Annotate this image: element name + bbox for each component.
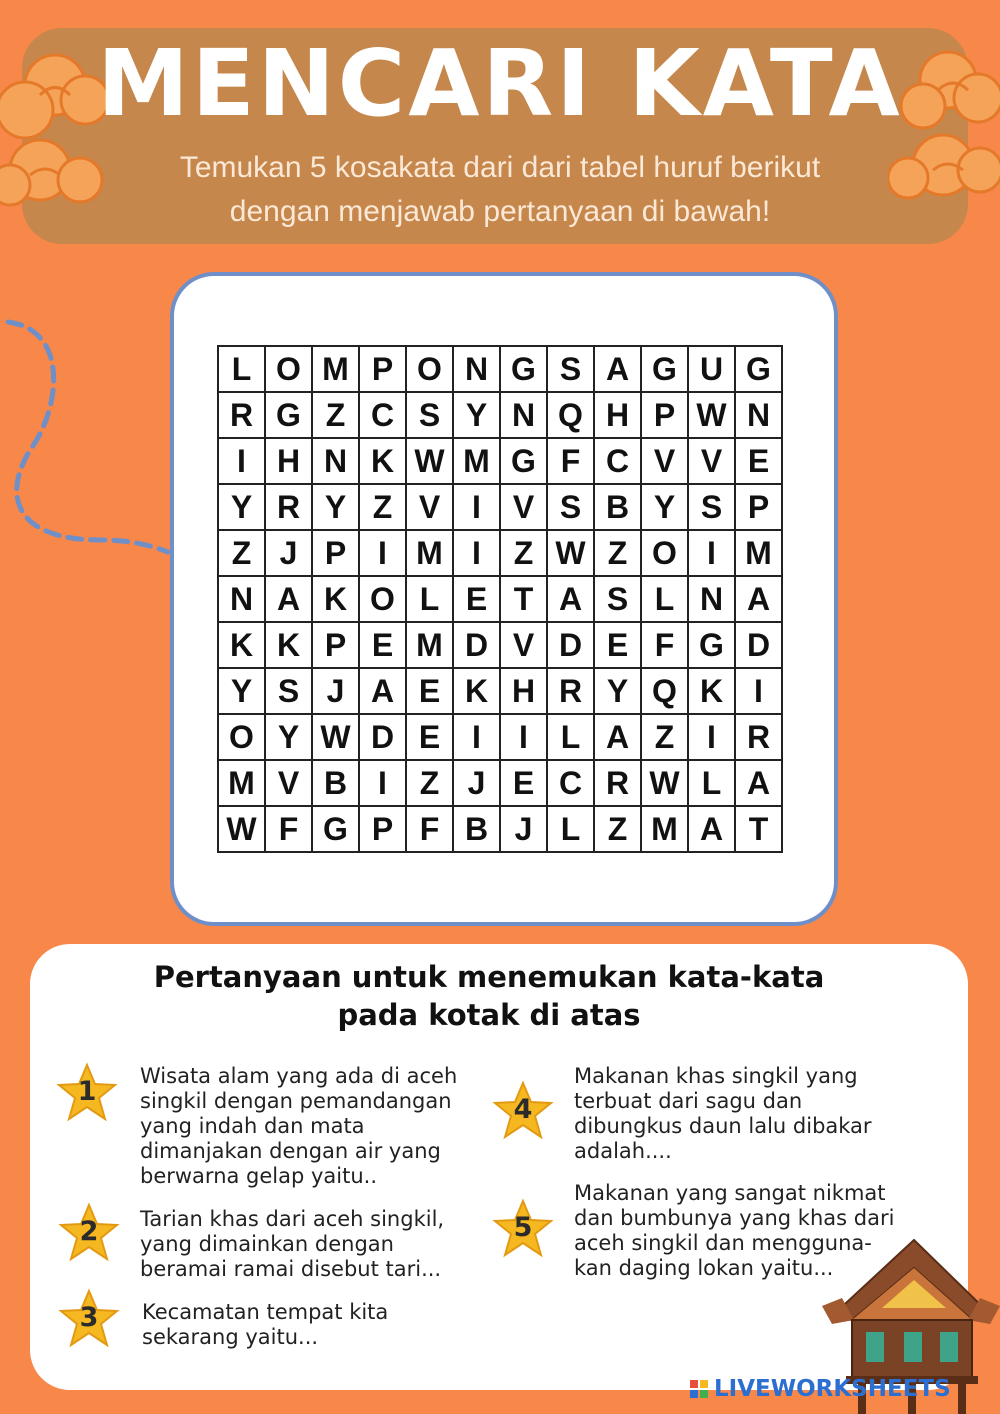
grid-cell: O xyxy=(407,347,454,393)
grid-cell: R xyxy=(736,715,783,761)
grid-cell: M xyxy=(642,807,689,853)
question-line: aceh singkil dan mengguna- xyxy=(574,1231,872,1255)
grid-cell: Z xyxy=(595,531,642,577)
grid-cell: J xyxy=(313,669,360,715)
grid-cell: W xyxy=(642,761,689,807)
grid-cell: G xyxy=(501,439,548,485)
logo-icon xyxy=(690,1380,708,1398)
grid-cell: R xyxy=(266,485,313,531)
grid-cell: E xyxy=(360,623,407,669)
grid-cell: Y xyxy=(454,393,501,439)
grid-cell: L xyxy=(548,715,595,761)
question-line: Makanan yang sangat nikmat xyxy=(574,1181,886,1205)
grid-cell: S xyxy=(407,393,454,439)
grid-cell: W xyxy=(689,393,736,439)
grid-cell: A xyxy=(548,577,595,623)
grid-cell: M xyxy=(219,761,266,807)
grid-cell: D xyxy=(454,623,501,669)
question-line: beramai ramai disebut tari... xyxy=(140,1257,442,1281)
grid-cell: N xyxy=(736,393,783,439)
grid-cell: R xyxy=(219,393,266,439)
question-text xyxy=(142,1300,388,1350)
grid-cell: N xyxy=(454,347,501,393)
question-number-star xyxy=(58,1288,120,1350)
grid-cell: S xyxy=(548,347,595,393)
question-line: dan bumbunya yang khas dari xyxy=(574,1206,895,1230)
grid-cell: W xyxy=(313,715,360,761)
grid-cell: P xyxy=(736,485,783,531)
grid-cell: A xyxy=(266,577,313,623)
grid-cell: G xyxy=(642,347,689,393)
grid-cell: A xyxy=(736,577,783,623)
grid-cell: S xyxy=(689,485,736,531)
question-line: singkil dengan pemandangan xyxy=(140,1089,452,1113)
page-title: MENCARI KATA xyxy=(97,30,903,137)
question-line: Wisata alam yang ada di aceh xyxy=(140,1064,458,1088)
grid-cell: A xyxy=(595,347,642,393)
grid-cell: E xyxy=(501,761,548,807)
grid-cell: Y xyxy=(266,715,313,761)
grid-cell: W xyxy=(407,439,454,485)
word-search-grid xyxy=(217,345,783,853)
question-number: 4 xyxy=(513,1094,533,1125)
grid-cell: N xyxy=(219,577,266,623)
grid-cell: R xyxy=(595,761,642,807)
grid-cell: M xyxy=(313,347,360,393)
grid-cell: Y xyxy=(313,485,360,531)
grid-cell: V xyxy=(642,439,689,485)
grid-cell: Z xyxy=(501,531,548,577)
grid-cell: Z xyxy=(642,715,689,761)
grid-cell: K xyxy=(454,669,501,715)
grid-cell: V xyxy=(501,485,548,531)
grid-cell: A xyxy=(736,761,783,807)
grid-cell: P xyxy=(313,531,360,577)
grid-cell: C xyxy=(548,761,595,807)
grid-cell: Z xyxy=(313,393,360,439)
question-number-star xyxy=(56,1062,118,1124)
grid-cell: S xyxy=(595,577,642,623)
grid-cell: U xyxy=(689,347,736,393)
grid-cell: C xyxy=(595,439,642,485)
grid-cell: R xyxy=(548,669,595,715)
subtitle-line: Temukan 5 kosakata dari dari tabel huruf berikut xyxy=(179,151,821,184)
grid-cell: Z xyxy=(407,761,454,807)
liveworksheets-logo xyxy=(690,1374,951,1404)
grid-cell: F xyxy=(548,439,595,485)
grid-cell: F xyxy=(407,807,454,853)
grid-cell: S xyxy=(266,669,313,715)
grid-cell: B xyxy=(595,485,642,531)
grid-cell: I xyxy=(360,531,407,577)
grid-cell: S xyxy=(548,485,595,531)
grid-cell: D xyxy=(360,715,407,761)
grid-cell: V xyxy=(689,439,736,485)
grid-cell: E xyxy=(595,623,642,669)
grid-cell: G xyxy=(266,393,313,439)
grid-cell: J xyxy=(454,761,501,807)
grid-cell: H xyxy=(266,439,313,485)
grid-cell: I xyxy=(689,531,736,577)
grid-cell: K xyxy=(266,623,313,669)
question-text xyxy=(574,1064,872,1164)
grid-cell: P xyxy=(360,347,407,393)
question-line: Tarian khas dari aceh singkil, xyxy=(140,1207,445,1231)
grid-cell: L xyxy=(407,577,454,623)
grid-cell: K xyxy=(689,669,736,715)
question-text xyxy=(140,1207,444,1282)
grid-cell: V xyxy=(407,485,454,531)
question-number: 1 xyxy=(77,1076,97,1107)
question-line: dibungkus daun lalu dibakar xyxy=(574,1114,872,1138)
question-line: adalah.... xyxy=(574,1139,672,1163)
grid-cell: L xyxy=(642,577,689,623)
grid-cell: F xyxy=(266,807,313,853)
grid-cell: Q xyxy=(548,393,595,439)
grid-cell: T xyxy=(736,807,783,853)
question-number-star xyxy=(492,1080,554,1142)
questions-heading-line: pada kotak di atas xyxy=(337,998,641,1032)
grid-cell: C xyxy=(360,393,407,439)
grid-cell: O xyxy=(360,577,407,623)
grid-cell: L xyxy=(219,347,266,393)
subtitle-line: dengan menjawab pertanyaan di bawah! xyxy=(229,195,771,228)
grid-cell: N xyxy=(501,393,548,439)
grid-cell: A xyxy=(595,715,642,761)
grid-cell: I xyxy=(501,715,548,761)
question-line: yang dimainkan dengan xyxy=(140,1232,394,1256)
question-text xyxy=(140,1064,457,1189)
question-line: Kecamatan tempat kita xyxy=(142,1300,389,1324)
grid-cell: K xyxy=(219,623,266,669)
grid-cell: Q xyxy=(642,669,689,715)
grid-cell: K xyxy=(360,439,407,485)
grid-cell: O xyxy=(642,531,689,577)
grid-cell: W xyxy=(219,807,266,853)
page-subtitle xyxy=(100,146,900,234)
grid-cell: G xyxy=(736,347,783,393)
grid-cell: E xyxy=(454,577,501,623)
question-number: 2 xyxy=(79,1216,99,1247)
question-line: dimanjakan dengan air yang xyxy=(140,1139,441,1163)
grid-cell: I xyxy=(219,439,266,485)
grid-cell: G xyxy=(501,347,548,393)
grid-cell: P xyxy=(360,807,407,853)
grid-cell: H xyxy=(595,393,642,439)
grid-cell: M xyxy=(407,623,454,669)
grid-cell: Z xyxy=(360,485,407,531)
grid-cell: Z xyxy=(219,531,266,577)
grid-cell: G xyxy=(313,807,360,853)
grid-cell: B xyxy=(313,761,360,807)
grid-cell: D xyxy=(736,623,783,669)
dashed-path-decoration xyxy=(0,300,180,570)
grid-cell: B xyxy=(454,807,501,853)
question-line: kan daging lokan yaitu... xyxy=(574,1256,834,1280)
grid-cell: A xyxy=(689,807,736,853)
question-number: 5 xyxy=(513,1212,533,1243)
question-line: yang indah dan mata xyxy=(140,1114,365,1138)
questions-heading xyxy=(30,958,948,1034)
grid-cell: L xyxy=(689,761,736,807)
grid-cell: E xyxy=(736,439,783,485)
grid-cell: N xyxy=(313,439,360,485)
grid-cell: Y xyxy=(595,669,642,715)
grid-cell: F xyxy=(642,623,689,669)
grid-cell: I xyxy=(689,715,736,761)
grid-cell: W xyxy=(548,531,595,577)
grid-cell: M xyxy=(407,531,454,577)
grid-cell: E xyxy=(407,669,454,715)
grid-cell: Y xyxy=(219,669,266,715)
question-line: sekarang yaitu... xyxy=(142,1325,319,1349)
grid-cell: O xyxy=(266,347,313,393)
grid-cell: T xyxy=(501,577,548,623)
grid-cell: I xyxy=(736,669,783,715)
grid-cell: K xyxy=(313,577,360,623)
question-number-star xyxy=(492,1198,554,1260)
logo-text: LIVEWORKSHEETS xyxy=(714,1376,951,1402)
grid-cell: O xyxy=(219,715,266,761)
grid-cell: Y xyxy=(642,485,689,531)
grid-cell: P xyxy=(313,623,360,669)
grid-cell: V xyxy=(501,623,548,669)
grid-cell: Z xyxy=(595,807,642,853)
grid-cell: P xyxy=(642,393,689,439)
grid-cell: I xyxy=(454,485,501,531)
question-number: 3 xyxy=(79,1302,99,1333)
questions-heading-line: Pertanyaan untuk menemukan kata-kata xyxy=(153,960,825,994)
question-line: terbuat dari sagu dan xyxy=(574,1089,803,1113)
grid-cell: M xyxy=(454,439,501,485)
grid-cell: L xyxy=(548,807,595,853)
grid-cell: N xyxy=(689,577,736,623)
grid-cell: H xyxy=(501,669,548,715)
grid-cell: I xyxy=(454,715,501,761)
grid-cell: Y xyxy=(219,485,266,531)
grid-cell: J xyxy=(501,807,548,853)
question-line: Makanan khas singkil yang xyxy=(574,1064,858,1088)
grid-cell: A xyxy=(360,669,407,715)
grid-cell: I xyxy=(454,531,501,577)
question-line: berwarna gelap yaitu.. xyxy=(140,1164,378,1188)
grid-cell: I xyxy=(360,761,407,807)
grid-cell: V xyxy=(266,761,313,807)
grid-cell: G xyxy=(689,623,736,669)
question-number-star xyxy=(58,1202,120,1264)
grid-cell: J xyxy=(266,531,313,577)
grid-cell: D xyxy=(548,623,595,669)
grid-cell: E xyxy=(407,715,454,761)
grid-cell: M xyxy=(736,531,783,577)
